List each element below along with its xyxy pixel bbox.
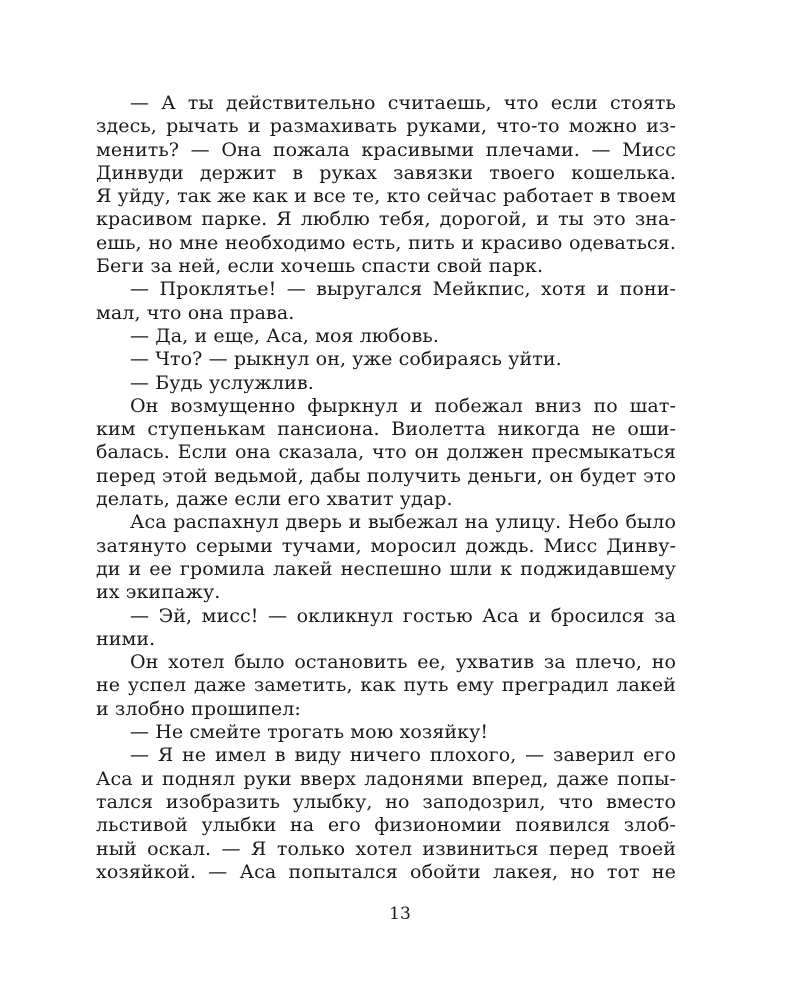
body-text [96, 92, 676, 884]
text-line: — Не смейте трогать мою хозяйку! [130, 721, 489, 744]
text-line: мал, что она права. [96, 301, 295, 324]
text-line: Беги за ней, если хочешь спасти свой парк. [96, 255, 544, 278]
text-line: — Я не имел в виду ничего плохого, — заверил его [130, 744, 676, 767]
text-line: — Что? — рыкнул он, уже собираясь уйти. [130, 348, 562, 371]
text-line: ким ступенькам пансиона. Виолетта никогда не оши- [96, 418, 676, 441]
text-line: Я уйду, так же как и все те, кто сейчас работает в твоем [96, 185, 676, 208]
text-line: льстивой улыбки на его физиономии появился злоб- [96, 814, 676, 837]
text-line: делать, даже если его хватит удар. [96, 488, 453, 511]
text-line: ди и ее громила лакей неспешно шли к поджидавшему [96, 557, 676, 580]
text-line: здесь, рычать и размахивать руками, что-то можно из- [96, 115, 676, 138]
text-line: — Проклятье! — выругался Мейкпис, хотя и пони- [130, 278, 676, 301]
text-line: Динвуди держит в руках завязки твоего кошелька. [96, 161, 676, 184]
text-line: — А ты действительно считаешь, что если стоять [130, 92, 676, 114]
text-line: ешь, но мне необходимо есть, пить и красиво одеваться. [96, 231, 676, 254]
text-line: ними. [96, 627, 156, 650]
text-line: Он возмущенно фыркнул и побежал вниз по шат- [130, 394, 676, 417]
text-line: ный оскал. — Я только хотел извиниться перед твоей [96, 837, 676, 860]
text-line: менить? — Она пожала красивыми плечами. — Мисс [96, 138, 676, 161]
text-line: затянуто серыми тучами, моросил дождь. Мисс Динву- [96, 534, 676, 557]
page-number: 13 [389, 904, 411, 924]
text-line: красивом парке. Я люблю тебя, дорогой, и ты это зна- [96, 208, 676, 231]
text-line: тался изобразить улыбку, но заподозрил, что вместо [96, 790, 676, 813]
text-line: не успел даже заметить, как путь ему преградил лакей [96, 674, 676, 697]
text-line: Он хотел было остановить ее, ухватив за плечо, но [130, 651, 676, 674]
text-line: и злобно прошипел: [96, 697, 301, 720]
text-line: перед этой ведьмой, дабы получить деньги, он будет это [96, 464, 676, 487]
text-line: их экипажу. [96, 581, 221, 604]
text-line: — Да, и еще, Аса, моя любовь. [130, 324, 439, 347]
text-line: Аса распахнул дверь и выбежал на улицу. Небо было [130, 511, 676, 534]
text-line: — Будь услужлив. [130, 371, 314, 394]
text-line: хозяйкой. — Аса попытался обойти лакея, но тот не [96, 860, 676, 883]
text-line: балась. Если она сказала, что он должен пресмыкаться [96, 441, 676, 464]
text-line: Аса и поднял руки вверх ладонями вперед, даже попы- [96, 767, 676, 790]
text-line: — Эй, мисс! — окликнул гостью Аса и бросился за [130, 604, 676, 627]
